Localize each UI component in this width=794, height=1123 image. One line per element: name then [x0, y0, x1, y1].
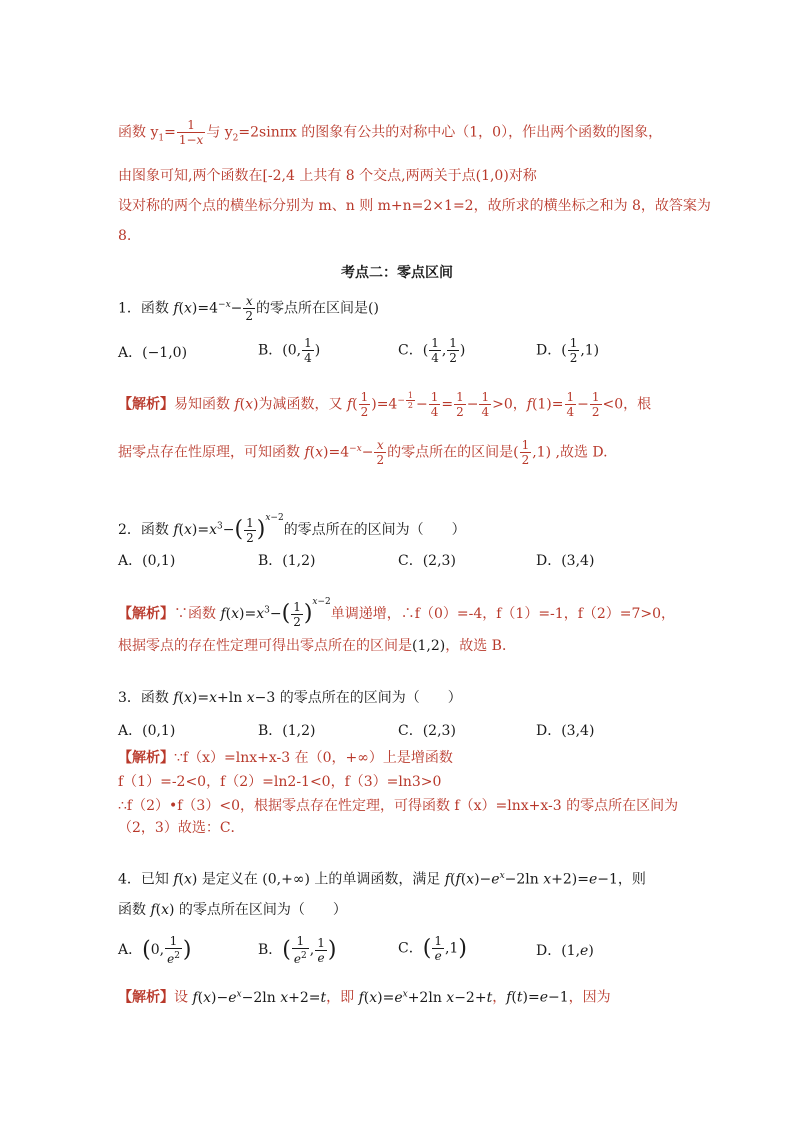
- q3-solution-4: （2，3）故选：C．: [118, 820, 245, 836]
- q4-stem-2: 函数 f(x) 的零点所在区间为（ ）: [118, 902, 347, 918]
- q4-option-d: D．(1,e): [536, 943, 594, 959]
- q3-solution-2: f（1）=-2<0，f（2）=ln2-1<0，f（3）=ln3>0: [118, 774, 442, 790]
- section-title: 考点二：零点区间: [341, 265, 453, 281]
- q2-solution-2: 根据零点的存在性定理可得出零点所在的区间是(1,2)，故选 B．: [118, 638, 516, 654]
- q3-solution-3: ∴f（2）•f（3）<0，根据零点存在性定理，可得函数 f（x）=lnx+x-3 的零点所在区间为: [118, 798, 679, 814]
- q1-option-c: C．( $\frac{1}{4}$ , $\frac{1}{2}$ ): [398, 336, 466, 365]
- q4-option-c: C．( $\frac{1}{e}$ ,1): [398, 934, 467, 963]
- q2-option-b: B．(1,2): [258, 553, 316, 569]
- intro-line-2: 由图象可知,两个函数在[-2,4 上共有 8 个交点,两两关于点(1,0)对称: [118, 168, 537, 184]
- q1-solution-2: 据零点存在性原理，可知函数 $f(x)=4^{-x}-$ $\frac{x}{2}$ 的零点所在的区间是( $\frac{1}{2}$ ,1) ,故选 D.: [118, 438, 608, 467]
- q2-stem: 2．函数 $f(x)=x^3-$( $\frac{1}{2}$ )$^{x-2}$的零点所在的区间为（ ）: [118, 513, 466, 545]
- q1-stem: 1．函数 $f(x)=4^{-x}-$ $\frac{x}{2}$ 的零点所在区间是(): [118, 294, 379, 323]
- q1-option-a: A．(−1,0): [118, 345, 188, 361]
- q1-solution-1: 【解析】易知函数 f(x)为减函数，又 f( $\frac{1}{2}$ )$=4^{- \frac{1}{2}}$ − $\frac{1}{4}$ = $\frac{1}{2}$ − $\frac{1}{4}$ >0，f(1)= $\frac{1}{4}$ − $\frac{1}{2}$ <0，根: [118, 390, 652, 419]
- intro-line-1: 函数 $y_1=$ $\frac{1}{1-x}$ 与 $y_2=2\sin\pi x$ 的图象有公共的对称中心（1，0），作出两个函数的图象，: [118, 118, 663, 147]
- q2-option-c: C．(2,3): [398, 553, 456, 569]
- q4-option-a: A．(0, $\frac{1}{e^2}$ ): [118, 934, 192, 966]
- q1-option-b: B．(0, $\frac{1}{4}$ ): [258, 336, 321, 365]
- intro-line-3: 设对称的两个点的横坐标分别为 m、n 则 m+n=2×1=2，故所求的横坐标之和为 8，故答案为: [118, 198, 711, 214]
- q4-solution-1: 【解析】设 $f(x)-e^x-2\ln$ x+2=t，即 $f(x)=e^x+2\ln$ x−2+t，f(t)=e−1，因为: [118, 989, 611, 1006]
- q3-solution-1: 【解析】∵f（x）=lnx+x-3 在（0，+∞）上是增函数: [118, 750, 453, 766]
- q3-option-d: D．(3,4): [536, 723, 595, 739]
- q4-option-b: B．( $\frac{1}{e^2}$ , $\frac{1}{e}$ ): [258, 934, 337, 966]
- q1-option-d: D．( $\frac{1}{2}$ ,1): [536, 336, 600, 365]
- q3-stem: 3．函数 f(x)=x+ln x−3 的零点所在的区间为（ ）: [118, 690, 462, 706]
- q2-option-d: D．(3,4): [536, 553, 595, 569]
- q2-solution-1: 【解析】∵函数 $f(x)=x^3-$( $\frac{1}{2}$ )$^{x-2}$单调递增，∴f（0）=-4，f（1）=-1，f（2）=7>0，: [118, 597, 676, 629]
- q3-option-a: A．(0,1): [118, 723, 176, 739]
- q4-stem-1: 4．已知 f(x) 是定义在 (0,+∞) 上的单调函数，满足 $f(f(x)-e^x-2\ln$ x+2)=e−1，则: [118, 871, 646, 888]
- intro-line-4: 8.: [118, 228, 132, 244]
- q2-option-a: A．(0,1): [118, 553, 176, 569]
- q3-option-c: C．(2,3): [398, 723, 456, 739]
- q3-option-b: B．(1,2): [258, 723, 316, 739]
